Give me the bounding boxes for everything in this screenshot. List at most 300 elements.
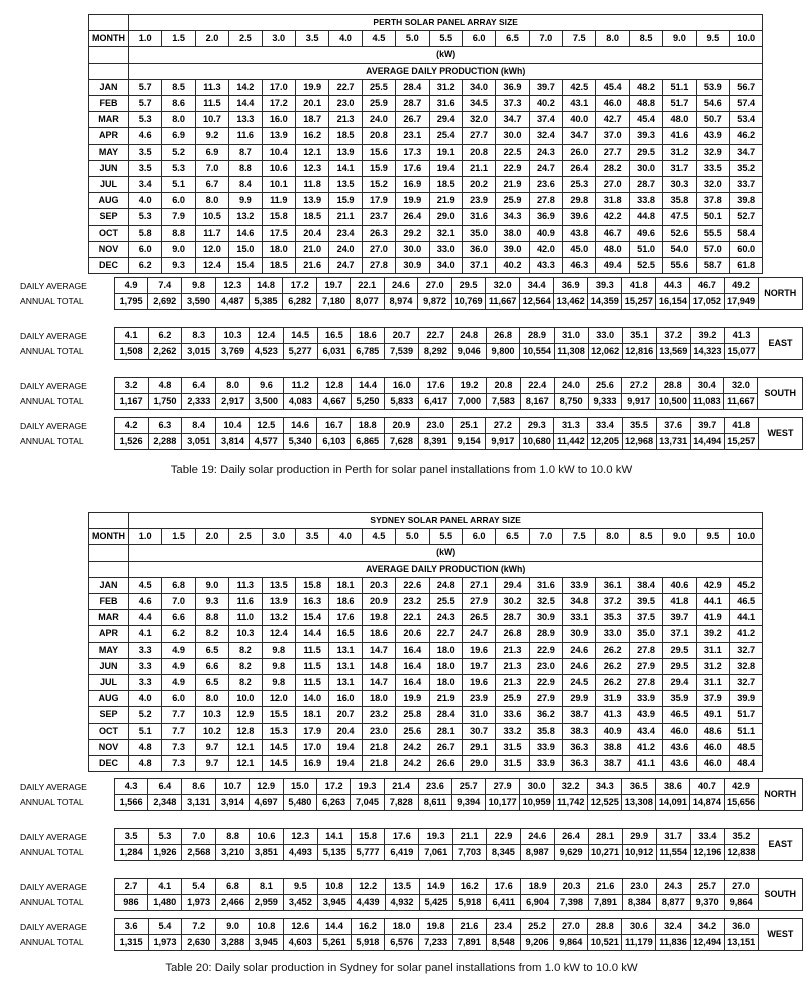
sydney-north-annual-total-12: 10,959	[520, 795, 554, 811]
perth-south-annual-total-13: 8,750	[554, 394, 588, 410]
sydney-cell-5-1: 4.9	[162, 658, 195, 674]
sydney-summary-west-labels	[20, 918, 114, 951]
sydney-cell-9-13: 38.3	[563, 723, 596, 739]
sydney-west-daily-average-7: 16.2	[351, 919, 385, 935]
perth-size-header-7: 4.5	[362, 31, 395, 47]
table-row	[89, 177, 763, 193]
perth-north-annual-total-5: 6,282	[283, 294, 317, 310]
sydney-west-annual-total-11: 8,548	[486, 935, 520, 951]
sydney-north-daily-average-17: 40.7	[690, 779, 724, 795]
sydney-cell-0-16: 40.6	[663, 577, 696, 593]
sydney-cell-4-0: 3.3	[129, 642, 162, 658]
perth-cell-10-1: 9.0	[162, 241, 195, 257]
perth-west-annual-total-0: 1,526	[114, 434, 148, 450]
perth-north-annual-total-9: 9,872	[418, 294, 452, 310]
perth-east-annual-total-0: 1,508	[114, 344, 148, 360]
sydney-cell-2-13: 33.1	[563, 610, 596, 626]
sydney-east-daily-average-13: 26.4	[554, 829, 588, 845]
sydney-cell-5-12: 23.0	[529, 658, 562, 674]
perth-cell-10-12: 42.0	[529, 241, 562, 257]
perth-cell-9-9: 32.1	[429, 225, 462, 241]
table-row	[89, 79, 763, 95]
sydney-south-annual-total-15: 8,384	[622, 895, 656, 911]
sydney-cell-7-0: 4.0	[129, 691, 162, 707]
table-row	[89, 610, 763, 626]
perth-cell-8-16: 47.5	[663, 209, 696, 225]
perth-east-daily-average-10: 24.8	[452, 328, 486, 344]
perth-north-daily-average-0: 4.9	[114, 278, 148, 294]
perth-cell-7-0: 4.0	[129, 193, 162, 209]
perth-cell-2-11: 34.7	[496, 112, 529, 128]
sydney-west-daily-average-10: 21.6	[452, 919, 486, 935]
perth-east-annual-total-5: 5,277	[283, 344, 317, 360]
perth-month-dec: DEC	[89, 258, 129, 274]
perth-east-annual-total-6: 6,031	[317, 344, 351, 360]
perth-north-annual-total-16: 16,154	[656, 294, 690, 310]
sydney-cell-2-4: 13.2	[262, 610, 295, 626]
sydney-east-daily-average-5: 12.3	[283, 829, 317, 845]
sydney-west-annual-total-12: 9,206	[520, 935, 554, 951]
sydney-cell-9-4: 15.3	[262, 723, 295, 739]
perth-north-daily-average-16: 44.3	[656, 278, 690, 294]
perth-cell-0-18: 56.7	[730, 79, 763, 95]
perth-south-orientation-label: SOUTH	[758, 378, 803, 410]
sydney-summary-west	[20, 918, 803, 951]
perth-west-daily-average-row	[114, 418, 802, 434]
sydney-south-annual-total-row	[114, 895, 802, 911]
perth-summary-west-table	[114, 417, 803, 450]
perth-south-daily-average-14: 25.6	[588, 378, 622, 394]
sydney-west-annual-total-6: 5,261	[317, 935, 351, 951]
perth-cell-5-16: 31.7	[663, 160, 696, 176]
sydney-cell-6-15: 27.8	[629, 675, 662, 691]
perth-cell-6-13: 25.3	[563, 177, 596, 193]
sydney-cell-5-6: 13.1	[329, 658, 362, 674]
perth-cell-4-7: 15.6	[362, 144, 395, 160]
perth-cell-6-2: 6.7	[195, 177, 228, 193]
sydney-cell-4-14: 26.2	[596, 642, 629, 658]
sydney-cell-10-8: 24.2	[396, 739, 429, 755]
perth-cell-10-16: 54.0	[663, 241, 696, 257]
perth-cell-3-3: 11.6	[229, 128, 262, 144]
perth-cell-6-0: 3.4	[129, 177, 162, 193]
sydney-cell-8-4: 15.5	[262, 707, 295, 723]
perth-cell-8-2: 10.5	[195, 209, 228, 225]
perth-cell-4-4: 10.4	[262, 144, 295, 160]
sydney-summary-west-table	[114, 918, 803, 951]
perth-east-orientation-label: EAST	[759, 328, 803, 360]
perth-south-daily-average-8: 16.0	[385, 378, 419, 394]
perth-north-annual-total-15: 15,257	[622, 294, 656, 310]
sydney-month-sep: SEP	[89, 707, 129, 723]
perth-north-daily-average-9: 27.0	[418, 278, 452, 294]
perth-east-daily-average-9: 22.7	[419, 328, 453, 344]
sydney-cell-8-13: 38.7	[563, 707, 596, 723]
sydney-corner-blank-unit	[89, 545, 129, 561]
perth-month-mar: MAR	[89, 112, 129, 128]
sydney-cell-6-4: 9.8	[262, 675, 295, 691]
sydney-cell-8-2: 10.3	[195, 707, 228, 723]
perth-cell-1-7: 25.9	[362, 96, 395, 112]
perth-west-daily-average-11: 27.2	[486, 418, 520, 434]
sydney-east-daily-average-12: 24.6	[520, 829, 554, 845]
sydney-cell-2-12: 30.9	[529, 610, 562, 626]
sydney-cell-1-17: 44.1	[696, 594, 729, 610]
sydney-cell-7-16: 35.9	[663, 691, 696, 707]
perth-cell-0-9: 31.2	[429, 79, 462, 95]
perth-cell-8-17: 50.1	[696, 209, 729, 225]
perth-cell-4-6: 13.9	[329, 144, 362, 160]
sydney-west-daily-average-12: 25.2	[520, 919, 554, 935]
perth-east-daily-average-16: 37.2	[656, 328, 690, 344]
sydney-west-annual-total-16: 11,836	[656, 935, 690, 951]
perth-cell-11-15: 52.5	[629, 258, 662, 274]
sydney-south-daily-average-9: 14.9	[419, 879, 453, 895]
sydney-month-nov: NOV	[89, 739, 129, 755]
perth-west-daily-average-16: 37.6	[656, 418, 690, 434]
perth-north-annual-total-2: 3,590	[182, 294, 216, 310]
sydney-north-daily-average-1: 6.4	[148, 779, 182, 795]
perth-cell-6-12: 23.6	[529, 177, 562, 193]
perth-cell-11-11: 40.2	[496, 258, 529, 274]
perth-cell-2-8: 26.7	[396, 112, 429, 128]
perth-cell-0-16: 51.1	[663, 79, 696, 95]
sydney-cell-2-11: 28.7	[496, 610, 529, 626]
perth-size-header-15: 8.5	[629, 31, 662, 47]
perth-cell-1-3: 14.4	[229, 96, 262, 112]
sydney-west-daily-average-6: 14.4	[317, 919, 351, 935]
perth-cell-4-1: 5.2	[162, 144, 195, 160]
perth-cell-10-17: 57.0	[696, 241, 729, 257]
table-row	[89, 739, 763, 755]
sydney-summary-south	[20, 878, 803, 911]
perth-cell-9-15: 49.6	[629, 225, 662, 241]
perth-north-annual-total-7: 8,077	[350, 294, 384, 310]
perth-size-header-4: 3.0	[262, 31, 295, 47]
perth-cell-0-3: 14.2	[229, 79, 262, 95]
sydney-north-daily-average-16: 38.6	[656, 779, 690, 795]
sydney-south-annual-total-1: 1,480	[148, 895, 182, 911]
perth-cell-6-11: 21.9	[496, 177, 529, 193]
sydney-north-annual-total-16: 14,091	[656, 795, 690, 811]
table-row	[89, 96, 763, 112]
perth-cell-3-17: 43.9	[696, 128, 729, 144]
perth-south-annual-total-2: 2,333	[182, 394, 216, 410]
perth-south-annual-total-row	[114, 394, 802, 410]
sydney-cell-8-5: 18.1	[295, 707, 328, 723]
sydney-cell-9-18: 51.1	[730, 723, 763, 739]
perth-cell-2-7: 24.0	[362, 112, 395, 128]
sydney-north-annual-total-18: 15,656	[724, 795, 758, 811]
perth-north-daily-average-10: 29.5	[452, 278, 486, 294]
perth-cell-1-14: 46.0	[596, 96, 629, 112]
sydney-cell-3-2: 8.2	[195, 626, 228, 642]
perth-cell-11-1: 9.3	[162, 258, 195, 274]
sydney-west-annual-total-17: 12,494	[690, 935, 724, 951]
sydney-east-annual-total-1: 1,926	[148, 845, 182, 861]
sydney-south-daily-average-10: 16.2	[453, 879, 487, 895]
sydney-east-annual-total-15: 10,912	[622, 845, 656, 861]
perth-cell-4-10: 20.8	[462, 144, 495, 160]
perth-cell-5-13: 26.4	[563, 160, 596, 176]
sydney-cell-11-1: 7.3	[162, 756, 195, 772]
perth-cell-3-0: 4.6	[129, 128, 162, 144]
table-row	[89, 241, 763, 257]
sydney-south-annual-total-4: 2,959	[249, 895, 283, 911]
perth-cell-1-13: 43.1	[563, 96, 596, 112]
perth-south-daily-average-2: 6.4	[182, 378, 216, 394]
sydney-south-daily-average-13: 20.3	[555, 879, 589, 895]
sydney-cell-8-18: 51.7	[730, 707, 763, 723]
perth-south-daily-average-17: 30.4	[690, 378, 724, 394]
sydney-cell-0-2: 9.0	[195, 577, 228, 593]
sydney-cell-6-13: 24.5	[563, 675, 596, 691]
sydney-cell-9-6: 20.4	[329, 723, 362, 739]
sydney-east-daily-average-8: 17.6	[385, 829, 419, 845]
perth-south-annual-total-6: 4,667	[317, 394, 351, 410]
sydney-west-annual-total-1: 1,973	[148, 935, 182, 951]
perth-west-daily-average-2: 8.4	[182, 418, 216, 434]
sydney-cell-7-9: 21.9	[429, 691, 462, 707]
perth-north-daily-average-18: 49.2	[724, 278, 758, 294]
sydney-cell-0-0: 4.5	[129, 577, 162, 593]
perth-cell-9-11: 38.0	[496, 225, 529, 241]
sydney-north-daily-average-7: 19.3	[351, 779, 385, 795]
sydney-cell-6-0: 3.3	[129, 675, 162, 691]
sydney-size-header-5: 3.5	[295, 529, 328, 545]
sydney-month-apr: APR	[89, 626, 129, 642]
perth-cell-8-6: 21.1	[329, 209, 362, 225]
sydney-monthly-production-table	[88, 512, 763, 772]
perth-cell-0-15: 48.2	[629, 79, 662, 95]
perth-summary-north	[20, 277, 803, 310]
sydney-west-annual-total-10: 7,891	[452, 935, 486, 951]
sydney-size-header-8: 5.0	[396, 529, 429, 545]
sydney-cell-7-3: 10.0	[229, 691, 262, 707]
perth-cell-5-8: 17.6	[396, 160, 429, 176]
sydney-cell-2-1: 6.6	[162, 610, 195, 626]
perth-south-daily-average-12: 22.4	[520, 378, 554, 394]
sydney-west-daily-average-11: 23.4	[486, 919, 520, 935]
sydney-cell-5-7: 14.8	[362, 658, 395, 674]
sydney-south-daily-average-5: 9.5	[283, 879, 317, 895]
perth-south-daily-average-15: 27.2	[622, 378, 656, 394]
perth-south-daily-average-row	[114, 378, 802, 394]
perth-cell-10-4: 18.0	[262, 241, 295, 257]
table-row	[89, 258, 763, 274]
sydney-west-annual-total-row	[114, 935, 802, 951]
perth-east-daily-average-5: 14.5	[283, 328, 317, 344]
perth-cell-11-5: 21.6	[295, 258, 328, 274]
perth-west-daily-average-0: 4.2	[114, 418, 148, 434]
sydney-south-daily-average-11: 17.6	[487, 879, 521, 895]
sydney-cell-4-5: 11.5	[295, 642, 328, 658]
perth-month-jan: JAN	[89, 79, 129, 95]
sydney-month-header: MONTH	[89, 529, 129, 545]
perth-east-daily-average-14: 33.0	[588, 328, 622, 344]
sydney-east-daily-average-4: 10.6	[250, 829, 284, 845]
sydney-east-daily-average-row	[114, 829, 802, 845]
perth-cell-10-7: 27.0	[362, 241, 395, 257]
sydney-cell-8-14: 41.3	[596, 707, 629, 723]
perth-cell-0-12: 39.7	[529, 79, 562, 95]
perth-cell-1-11: 37.3	[496, 96, 529, 112]
perth-east-daily-average-6: 16.5	[317, 328, 351, 344]
perth-cell-11-8: 30.9	[396, 258, 429, 274]
sydney-month-jan: JAN	[89, 577, 129, 593]
sydney-north-daily-average-3: 10.7	[216, 779, 250, 795]
perth-cell-1-17: 54.6	[696, 96, 729, 112]
sydney-north-annual-total-15: 13,308	[622, 795, 656, 811]
perth-south-annual-total-12: 8,167	[520, 394, 554, 410]
sydney-cell-7-4: 12.0	[262, 691, 295, 707]
perth-east-annual-total-1: 2,262	[148, 344, 182, 360]
annual-total-label: ANNUAL TOTAL	[20, 936, 84, 947]
sydney-east-daily-average-1: 5.3	[148, 829, 182, 845]
perth-cell-11-18: 61.8	[730, 258, 763, 274]
perth-west-daily-average-10: 25.1	[452, 418, 486, 434]
perth-north-annual-total-0: 1,795	[114, 294, 148, 310]
sydney-south-annual-total-2: 1,973	[182, 895, 216, 911]
sydney-east-annual-total-7: 5,777	[351, 845, 385, 861]
sydney-west-daily-average-3: 9.0	[216, 919, 250, 935]
sydney-south-annual-total-9: 5,425	[419, 895, 453, 911]
perth-cell-3-6: 18.5	[329, 128, 362, 144]
perth-cell-11-3: 15.4	[229, 258, 262, 274]
perth-south-daily-average-4: 9.6	[250, 378, 284, 394]
perth-west-daily-average-14: 33.4	[588, 418, 622, 434]
perth-header-row-title	[89, 15, 763, 31]
sydney-cell-9-5: 17.9	[295, 723, 328, 739]
sydney-west-daily-average-row	[114, 919, 802, 935]
perth-cell-11-0: 6.2	[129, 258, 162, 274]
perth-size-header-18: 10.0	[730, 31, 763, 47]
sydney-cell-0-11: 29.4	[496, 577, 529, 593]
perth-size-header-0: 1.0	[129, 31, 162, 47]
sydney-west-daily-average-4: 10.8	[250, 919, 284, 935]
sydney-cell-0-8: 22.6	[396, 577, 429, 593]
perth-cell-3-11: 30.0	[496, 128, 529, 144]
sydney-summary-south-table	[114, 878, 803, 911]
perth-cell-0-7: 25.5	[362, 79, 395, 95]
perth-north-daily-average-4: 14.8	[249, 278, 283, 294]
perth-west-annual-total-2: 3,051	[182, 434, 216, 450]
sydney-cell-4-16: 29.5	[663, 642, 696, 658]
perth-cell-5-3: 8.8	[229, 160, 262, 176]
perth-size-header-8: 5.0	[396, 31, 429, 47]
table-row	[89, 723, 763, 739]
sydney-size-header-6: 4.0	[329, 529, 362, 545]
perth-cell-7-2: 8.0	[195, 193, 228, 209]
sydney-size-header-7: 4.5	[362, 529, 395, 545]
sydney-east-annual-total-3: 3,210	[216, 845, 250, 861]
sydney-north-annual-total-8: 7,828	[384, 795, 418, 811]
perth-cell-11-16: 55.6	[663, 258, 696, 274]
perth-cell-3-8: 23.1	[396, 128, 429, 144]
perth-south-daily-average-3: 8.0	[216, 378, 250, 394]
sydney-month-jul: JUL	[89, 675, 129, 691]
perth-west-daily-average-13: 31.3	[554, 418, 588, 434]
sydney-cell-4-9: 18.0	[429, 642, 462, 658]
perth-cell-5-7: 15.9	[362, 160, 395, 176]
perth-south-daily-average-9: 17.6	[419, 378, 453, 394]
sydney-cell-3-6: 16.5	[329, 626, 362, 642]
perth-cell-7-18: 39.8	[730, 193, 763, 209]
perth-cell-7-10: 23.9	[462, 193, 495, 209]
perth-summary-east-table	[114, 327, 803, 360]
sydney-east-daily-average-17: 33.4	[690, 829, 724, 845]
sydney-north-daily-average-13: 32.2	[554, 779, 588, 795]
sydney-cell-10-6: 19.4	[329, 739, 362, 755]
sydney-cell-11-0: 4.8	[129, 756, 162, 772]
table-row	[89, 675, 763, 691]
perth-east-annual-total-11: 9,800	[486, 344, 520, 360]
perth-cell-3-2: 9.2	[195, 128, 228, 144]
sydney-cell-9-16: 46.0	[663, 723, 696, 739]
sydney-cell-11-9: 26.6	[429, 756, 462, 772]
perth-west-annual-total-7: 6,865	[351, 434, 385, 450]
perth-cell-11-17: 58.7	[696, 258, 729, 274]
perth-cell-4-16: 31.2	[663, 144, 696, 160]
sydney-cell-9-15: 43.4	[629, 723, 662, 739]
sydney-west-annual-total-15: 11,179	[622, 935, 656, 951]
perth-cell-0-2: 11.3	[195, 79, 228, 95]
sydney-cell-9-2: 10.2	[195, 723, 228, 739]
sydney-cell-3-3: 10.3	[229, 626, 262, 642]
sydney-cell-11-18: 48.4	[730, 756, 763, 772]
perth-cell-4-0: 3.5	[129, 144, 162, 160]
table-row	[89, 193, 763, 209]
perth-north-daily-average-3: 12.3	[215, 278, 249, 294]
sydney-north-annual-total-10: 9,394	[452, 795, 486, 811]
sydney-cell-0-12: 31.6	[529, 577, 562, 593]
perth-size-header-11: 6.5	[496, 31, 529, 47]
sydney-cell-1-13: 34.8	[563, 594, 596, 610]
sydney-cell-2-18: 44.1	[730, 610, 763, 626]
sydney-west-annual-total-0: 1,315	[114, 935, 148, 951]
perth-summary-west-labels	[20, 417, 114, 450]
sydney-west-daily-average-16: 32.4	[656, 919, 690, 935]
perth-cell-6-14: 27.0	[596, 177, 629, 193]
sydney-header-row-sizes	[89, 529, 763, 545]
sydney-header-row-unit	[89, 545, 763, 561]
perth-east-daily-average-13: 31.0	[554, 328, 588, 344]
perth-west-annual-total-5: 5,340	[283, 434, 317, 450]
sydney-south-annual-total-11: 6,411	[487, 895, 521, 911]
perth-cell-10-8: 30.0	[396, 241, 429, 257]
perth-cell-9-13: 43.8	[563, 225, 596, 241]
perth-east-annual-total-13: 11,308	[554, 344, 588, 360]
sydney-summary-east	[20, 828, 803, 861]
sydney-east-daily-average-10: 21.1	[453, 829, 487, 845]
perth-cell-10-13: 45.0	[563, 241, 596, 257]
perth-east-daily-average-4: 12.4	[249, 328, 283, 344]
sydney-cell-0-5: 15.8	[295, 577, 328, 593]
perth-south-daily-average-10: 19.2	[453, 378, 487, 394]
sydney-cell-6-11: 21.3	[496, 675, 529, 691]
sydney-cell-6-17: 31.1	[696, 675, 729, 691]
perth-cell-7-12: 27.8	[529, 193, 562, 209]
perth-cell-5-10: 21.1	[462, 160, 495, 176]
sydney-cell-1-11: 30.2	[496, 594, 529, 610]
perth-cell-10-18: 60.0	[730, 241, 763, 257]
sydney-north-annual-total-5: 5,480	[283, 795, 317, 811]
daily-average-label: DAILY AVERAGE	[20, 921, 87, 932]
perth-west-daily-average-8: 20.9	[385, 418, 419, 434]
table-row	[89, 642, 763, 658]
perth-cell-2-2: 10.7	[195, 112, 228, 128]
sydney-grid	[88, 512, 763, 772]
